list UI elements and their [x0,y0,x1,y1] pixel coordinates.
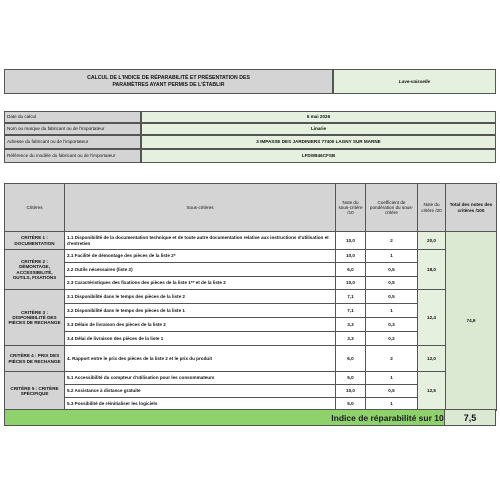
criterion-1-name: CRITÈRE 1 : DOCUMENTATION [5,232,65,250]
criterion-2-score: 18,0 [418,250,446,290]
subcriterion-label: 4. Rapport entre le prix des pièces de la liste 2 et le prix du produit [65,346,336,372]
repairability-index-value [444,409,496,426]
criterion-3-name: CRITÈRE 3 : DISPONIBILITÉ DES PIÈCES DE RECHANGE [5,290,65,346]
col-header-note-crit: Note du critère /20 [418,184,446,232]
criterion-5-name: CRITÈRE 5 : CRITÈRE SPÉCIFIQUE [5,372,65,411]
info-label-text: Référence du modèle du fabricant ou de l'importateur [7,153,116,159]
subcriterion-label: 1.1 Disponibilité de la documentation technique et de toute autre documentation relative aux instructions d'utilisation et d'entretien [65,232,336,250]
col-header-coef: Coefficient de pondération du sous-critère [366,184,418,232]
info-value-address [141,135,496,149]
subcriterion-coef: 2 [366,232,418,250]
footer-value-text: 7,5 [463,412,477,423]
info-label-brand [4,123,141,135]
table-row [5,232,497,250]
subcriterion-coef: 1 [366,398,418,411]
table-row [5,346,497,372]
subcriterion-label: 2.3 Caractéristiques des fixations des pièces de la liste 1** et de la liste 2 [65,277,336,290]
subcriterion-note: 6,0 [336,263,366,277]
subcriterion-coef: 2 [366,346,418,372]
info-value-text: 3 IMPASSE DES JARDINIERS 77400 LAGNY SUR MARNE [256,139,381,145]
subcriterion-note: 10,0 [336,250,366,263]
subcriterion-note: 10,0 [336,385,366,398]
table-header-row [5,184,497,232]
col-header-subcriteria: Sous-critères [65,184,336,232]
subcriterion-note: 3,3 [336,332,366,346]
info-value-date [141,111,496,123]
subcriterion-label: 3.4 Délai de livraison des pièces de la liste 1 [65,332,336,346]
subcriterion-coef: 1 [366,250,418,263]
info-label-text: Nom ou marque du fabricant ou de l'importateur [7,126,105,132]
info-value-brand [141,123,496,135]
col-header-total: Total des notes des critères /100 [446,184,497,232]
subcriterion-coef: 0,2 [366,332,418,346]
table-row [5,290,497,304]
subcriterion-note: 6,0 [336,346,366,372]
subcriterion-coef: 0,5 [366,290,418,304]
subcriterion-coef: 0,5 [366,263,418,277]
repairability-index-label [331,409,444,426]
info-value-model [141,149,496,163]
criterion-5-score: 12,5 [418,372,446,411]
criterion-4-name: CRITÈRE 4 : PRIX DES PIÈCES DE RECHANGE [5,346,65,372]
criterion-4-score: 12,0 [418,346,446,372]
footer-label-text: Indice de réparabilité sur 10 [331,412,444,423]
info-value-text: 6 mai 2026 [306,114,331,120]
subcriterion-label: 2.2 Outils nécessaires (liste 2) [65,263,336,277]
subcriterion-label: 3.1 Disponibilité dans le temps des pièces de la liste 2 [65,290,336,304]
info-value-text: Linarie [310,126,327,132]
subcriterion-coef: 1 [366,304,418,318]
subcriterion-note: 5,0 [336,372,366,385]
sheet-title-line1: CALCUL DE L'INDICE DE RÉPARABILITÉ ET PRÉSENTATION DES [87,75,250,82]
col-header-criteria: Critères [5,184,65,232]
subcriterion-label: 3.3 Délais de livraison des pièces de la liste 2 [65,318,336,332]
info-label-date [4,111,141,123]
subcriterion-note: 5,0 [336,398,366,411]
subcriterion-coef: 0,5 [366,277,418,290]
subcriterion-coef: 0,5 [366,385,418,398]
table-row [5,372,497,385]
sheet-title [4,69,333,94]
subcriterion-note: 10,0 [336,232,366,250]
subcriterion-note: 3,3 [336,318,366,332]
product-type [333,69,496,94]
criterion-1-score: 20,0 [418,232,446,250]
info-label-text: Date du calcul [7,114,37,120]
info-value-text: LFDW846CFSB [301,153,336,159]
subcriterion-label: 3.2 Disponibilité dans le temps des pièces de la liste 1 [65,304,336,318]
sheet-title-line2: PARAMÈTRES AYANT PERMIS DE L'ÉTABLIR [112,81,225,88]
info-label-address [4,135,141,149]
subcriterion-label: 5.3 Possibilité de réinitialiser les logiciels [65,398,336,411]
subcriterion-label: 2.1 Facilité de démontage des pièces de la liste 2* [65,250,336,263]
subcriterion-coef: 0,3 [366,318,418,332]
criterion-3-score: 12,4 [418,290,446,346]
info-label-text: Adresse du fabricant ou de l'importateur [7,139,89,145]
info-label-model [4,149,141,163]
subcriterion-note: 7,1 [336,304,366,318]
product-type-value: Lave-vaisselle [398,78,431,84]
total-score: 74,9 [446,232,497,411]
score-table [4,183,497,411]
col-header-note-sub: Note du sous-critère /10 [336,184,366,232]
subcriterion-coef: 1 [366,372,418,385]
subcriterion-note: 10,0 [336,277,366,290]
subcriterion-note: 7,1 [336,290,366,304]
subcriterion-label: 5.2 Assistance à distance gratuite [65,385,336,398]
subcriterion-label: 5.1 Accessibilité du compteur d'utilisation pour les consommateurs [65,372,336,385]
criterion-2-name: CRITÈRE 2 : DÉMONTAGE, ACCESSIBILITÉ, OUTILS, FIXATIONS [5,250,65,290]
table-row [5,250,497,263]
